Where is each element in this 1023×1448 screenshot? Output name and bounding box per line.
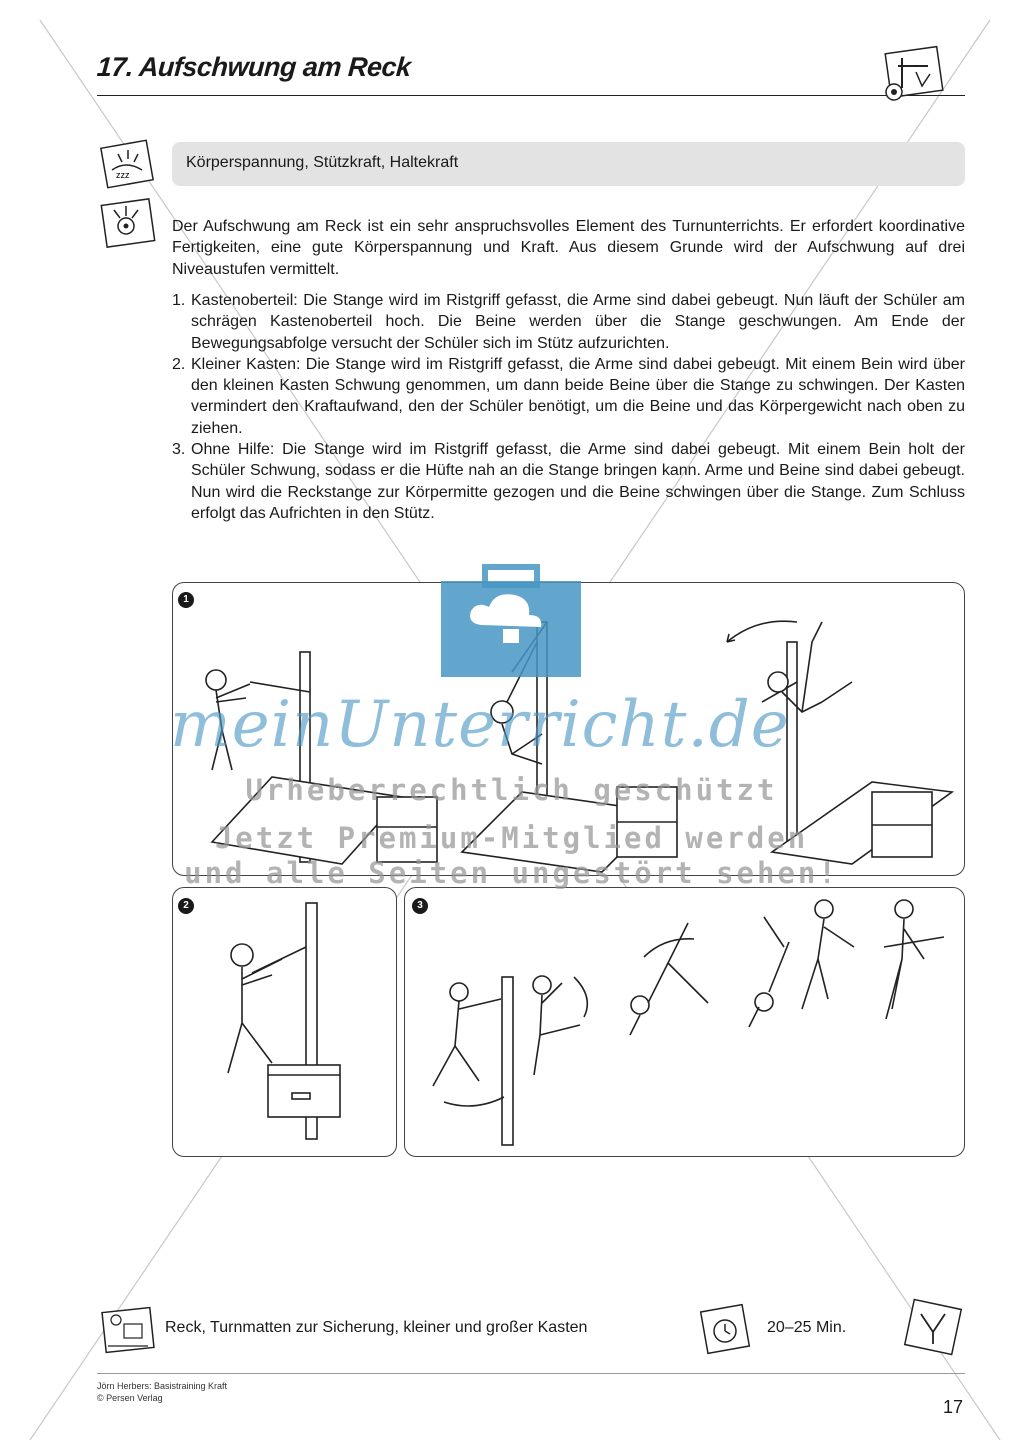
timer-icon: [700, 1304, 750, 1354]
intro-paragraph: Der Aufschwung am Reck ist ein sehr anspruchsvolles Element des Turnunterrichts. Er erfordert koordinative Fertigkeiten, eine gute Körperspannung und Kraft. Aus diesem Grunde wird der Aufschwung auf drei Niveaustufen vermittelt.: [172, 218, 965, 278]
watermark-line-3: und alle Seiten ungestört sehen!: [184, 856, 839, 890]
focus-icon: [100, 140, 156, 190]
explanation-icon: [100, 198, 158, 250]
panel-badge-3: 3: [412, 898, 428, 914]
method-icon: [905, 1300, 963, 1356]
panel-badge-1: 1: [178, 592, 194, 608]
illustration-kleiner-kasten: [172, 887, 395, 1155]
materials-icon: [100, 1306, 156, 1356]
watermark-brand: meinUnterricht.de: [170, 688, 790, 762]
page-number: 17: [943, 1397, 964, 1417]
focus-label: Körperspannung, Stützkraft, Haltekraft: [186, 154, 459, 171]
footer-publisher: © Persen Verlag: [97, 1393, 163, 1403]
page-title: 17. Aufschwung am Reck: [95, 52, 412, 82]
panel-badge-2: 2: [178, 898, 194, 914]
steps-list: [172, 290, 965, 524]
list-item: 2. Kleiner Kasten: Die Stange wird im Ristgriff gefasst, die Arme sind dabei gebeugt. Mit einem Bein wird über den kleinen Kasten Schwung genommen, um dann beide Beine über die Stange zu schwingen. Der Kasten vermindert den Kraftaufwand, den der Schüler benötigt, um die Beine und das Körpergewicht nach oben zu ziehen.: [172, 355, 965, 437]
list-item: 1. Kastenoberteil: Die Stange wird im Ristgriff gefasst, die Arme sind dabei gebeugt. Nun läuft der Schüler am schrägen Kastenoberteil hoch. Die Beine werden über die Stange geschwungen. Am Ende der Bewegungsabfolge versucht der Schüler sich im Stütz aufzurichten.: [172, 292, 965, 352]
list-item: 3. Ohne Hilfe: Die Stange wird im Ristgriff gefasst, die Arme sind dabei gebeugt. Mit einem Bein holt der Schüler Schwung, sodass er die Hüfte nah an die Stange bringen kann. Arme und Beine sind dabei gebeugt. Nun wird die Reckstange zur Körpermitte gezogen und die Beine schwingen über die Stange. Zum Schluss erfolgt das Aufrichten in den Stütz.: [172, 441, 965, 522]
footer-divider: [97, 1373, 965, 1374]
materials-text: Reck, Turnmatten zur Sicherung, kleiner und großer Kasten: [165, 1319, 588, 1336]
gymnastics-equipment-icon: [880, 48, 946, 104]
duration-text: 20–25 Min.: [767, 1319, 847, 1336]
watermark-line-2: Jetzt Premium-Mitglied werden: [214, 821, 809, 855]
watermark-line-1: Urheberrechtlich geschützt: [245, 773, 778, 807]
illustration-ohne-hilfe: [404, 887, 963, 1155]
svg-text:zzz: zzz: [116, 170, 130, 180]
briefcase-cloud-logo-icon: [441, 567, 581, 679]
footer-author: Jörn Herbers: Basistraining Kraft: [97, 1381, 228, 1391]
title-divider: [97, 95, 965, 96]
